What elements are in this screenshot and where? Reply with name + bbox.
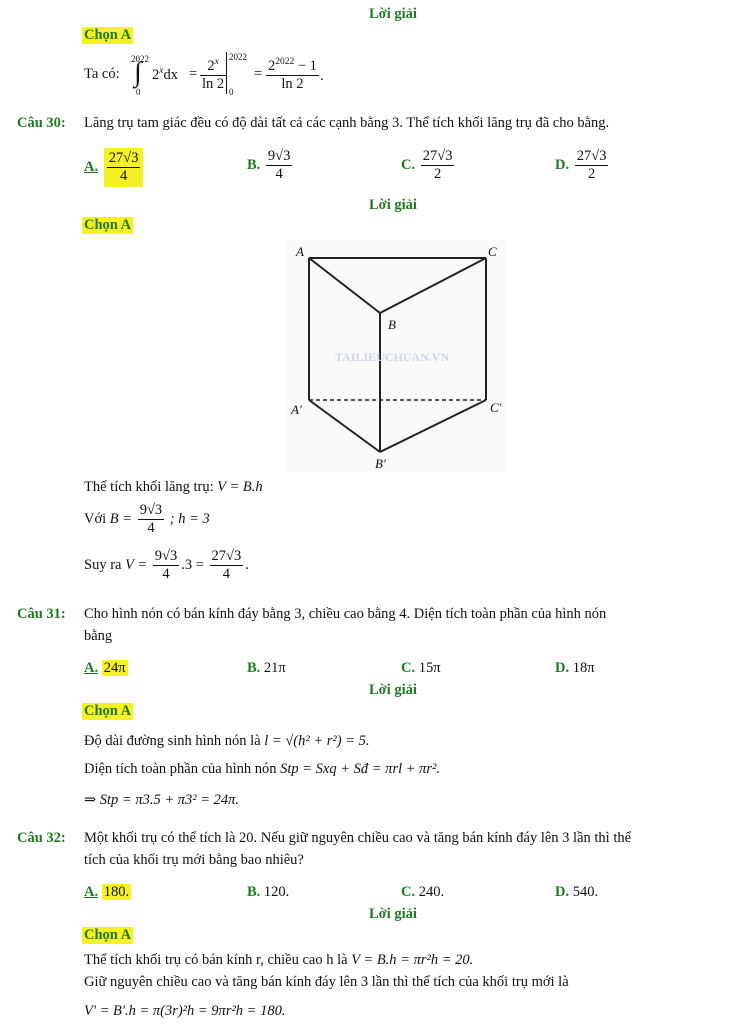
q30-number: Câu 30:	[17, 115, 66, 131]
q29-eq2: =	[254, 66, 263, 82]
option-d-value: $\frac{27√3}{2}$	[576, 148, 607, 182]
answer-choice-29: Chọn A	[84, 27, 132, 43]
q29-eq1: =	[189, 66, 198, 82]
eval-bar	[226, 52, 227, 94]
solution-heading-29: Lời giải	[369, 6, 417, 22]
solution-heading-31: Lời giải	[369, 682, 417, 698]
answer-choice-32: Chọn A	[84, 927, 132, 943]
q32-sol-line3: V' = B'.h = π(3r)²h = 9πr²h = 180.	[84, 1003, 286, 1019]
q29-period: .	[320, 68, 324, 84]
q32-sol-line2: Giữ nguyên chiều cao và tăng bán kính đáy lên 3 lần thì thể tích của khối trụ mới là	[84, 974, 569, 990]
option-c-value: $\frac{27√3}{2}$	[422, 148, 453, 182]
q32-text-line1: Một khối trụ có thể tích là 20. Nếu giữ nguyên chiều cao và tăng bán kính đáy lên 3 lần thì thể	[84, 830, 632, 846]
label-A: A	[296, 244, 304, 259]
q29-frac1: $\frac{2^x}{\ln 2}$	[200, 54, 226, 93]
q30-sol-line3: Suy ra V = $\frac{9√3}{4}$ .3 = $\frac{27√3}{4}$ .	[84, 548, 249, 582]
label-C: C	[488, 244, 497, 259]
q30-option-d	[555, 148, 610, 183]
q29-int-lower: 0	[136, 87, 141, 97]
label-B1: B′	[375, 456, 386, 471]
q32-option-c: C. 240.	[401, 884, 445, 900]
q29-frac2: $\frac{2^{2022} - 1}{\ln 2}$	[266, 54, 319, 93]
q30-option-a	[84, 148, 145, 187]
q32-option-b: B. 120.	[247, 884, 290, 900]
answer-choice-31: Chọn A	[84, 703, 132, 719]
answer-choice-30: Chọn A	[84, 217, 132, 233]
label-A1: A′	[291, 402, 302, 417]
option-label: A.	[84, 158, 99, 175]
integral-sign: ∫	[134, 57, 142, 88]
q32-option-a: A. 180.	[84, 884, 130, 900]
option-label: C.	[401, 156, 416, 173]
q32-option-d: D. 540.	[555, 884, 599, 900]
q31-option-a: A. 24π	[84, 660, 126, 676]
q32-sol-line1: Thể tích khối trụ có bán kính r, chiều cao h là V = B.h = πr²h = 20.	[84, 952, 474, 968]
q29-integrand: 2$^x$dx	[152, 66, 178, 83]
q31-sol-line1: Độ dài đường sinh hình nón là l = √(h² + r²) = 5.	[84, 733, 370, 749]
q29-intro: Ta có:	[84, 66, 120, 82]
solution-heading-32: Lời giải	[369, 906, 417, 922]
q30-text: Lăng trụ tam giác đều có độ dài tất cả các cạnh bằng 3. Thể tích khối lăng trụ đã cho bằng.	[84, 115, 610, 131]
q30-sol-line2: Với B = $\frac{9√3}{4}$ ; h = 3	[84, 502, 210, 536]
q31-option-c: C. 15π	[401, 660, 441, 676]
option-b-value: $\frac{9√3}{4}$	[267, 148, 291, 182]
q30-option-b	[247, 148, 294, 183]
solution-heading-30: Lời giải	[369, 197, 417, 213]
prism-figure	[285, 240, 507, 472]
q31-text-line2: bằng	[84, 628, 113, 644]
q31-number: Câu 31:	[17, 606, 66, 622]
q32-number: Câu 32:	[17, 830, 66, 846]
q29-int-upper: 2022	[131, 54, 149, 64]
q30-sol-line1: Thể tích khối lăng trụ: V = B.h	[84, 479, 263, 495]
q31-sol-line2: Diện tích toàn phần của hình nón Stp = Sxq + Sđ = πrl + πr².	[84, 761, 441, 777]
q29-eval-lower: 0	[229, 87, 234, 97]
q31-option-d: D. 18π	[555, 660, 595, 676]
q31-sol-line3: ⇒ Stp = π3.5 + π3² = 24π.	[84, 792, 240, 808]
q31-text-line1: Cho hình nón có bán kính đáy bằng 3, chiều cao bằng 4. Diện tích toàn phần của hình nón	[84, 606, 607, 622]
label-B: B	[388, 317, 396, 332]
q30-option-c	[401, 148, 456, 183]
q32-text-line2: tích của khối trụ mới bằng bao nhiêu?	[84, 852, 304, 868]
label-C1: C′	[490, 400, 502, 415]
watermark: TAILIEUCHUAN.VN	[335, 350, 450, 364]
option-a-value: $\frac{27√3}{4}$	[104, 148, 144, 187]
q29-eval-upper: 2022	[229, 52, 247, 62]
option-label: B.	[247, 156, 261, 173]
option-label: D.	[555, 156, 570, 173]
q31-option-b: B. 21π	[247, 660, 286, 676]
